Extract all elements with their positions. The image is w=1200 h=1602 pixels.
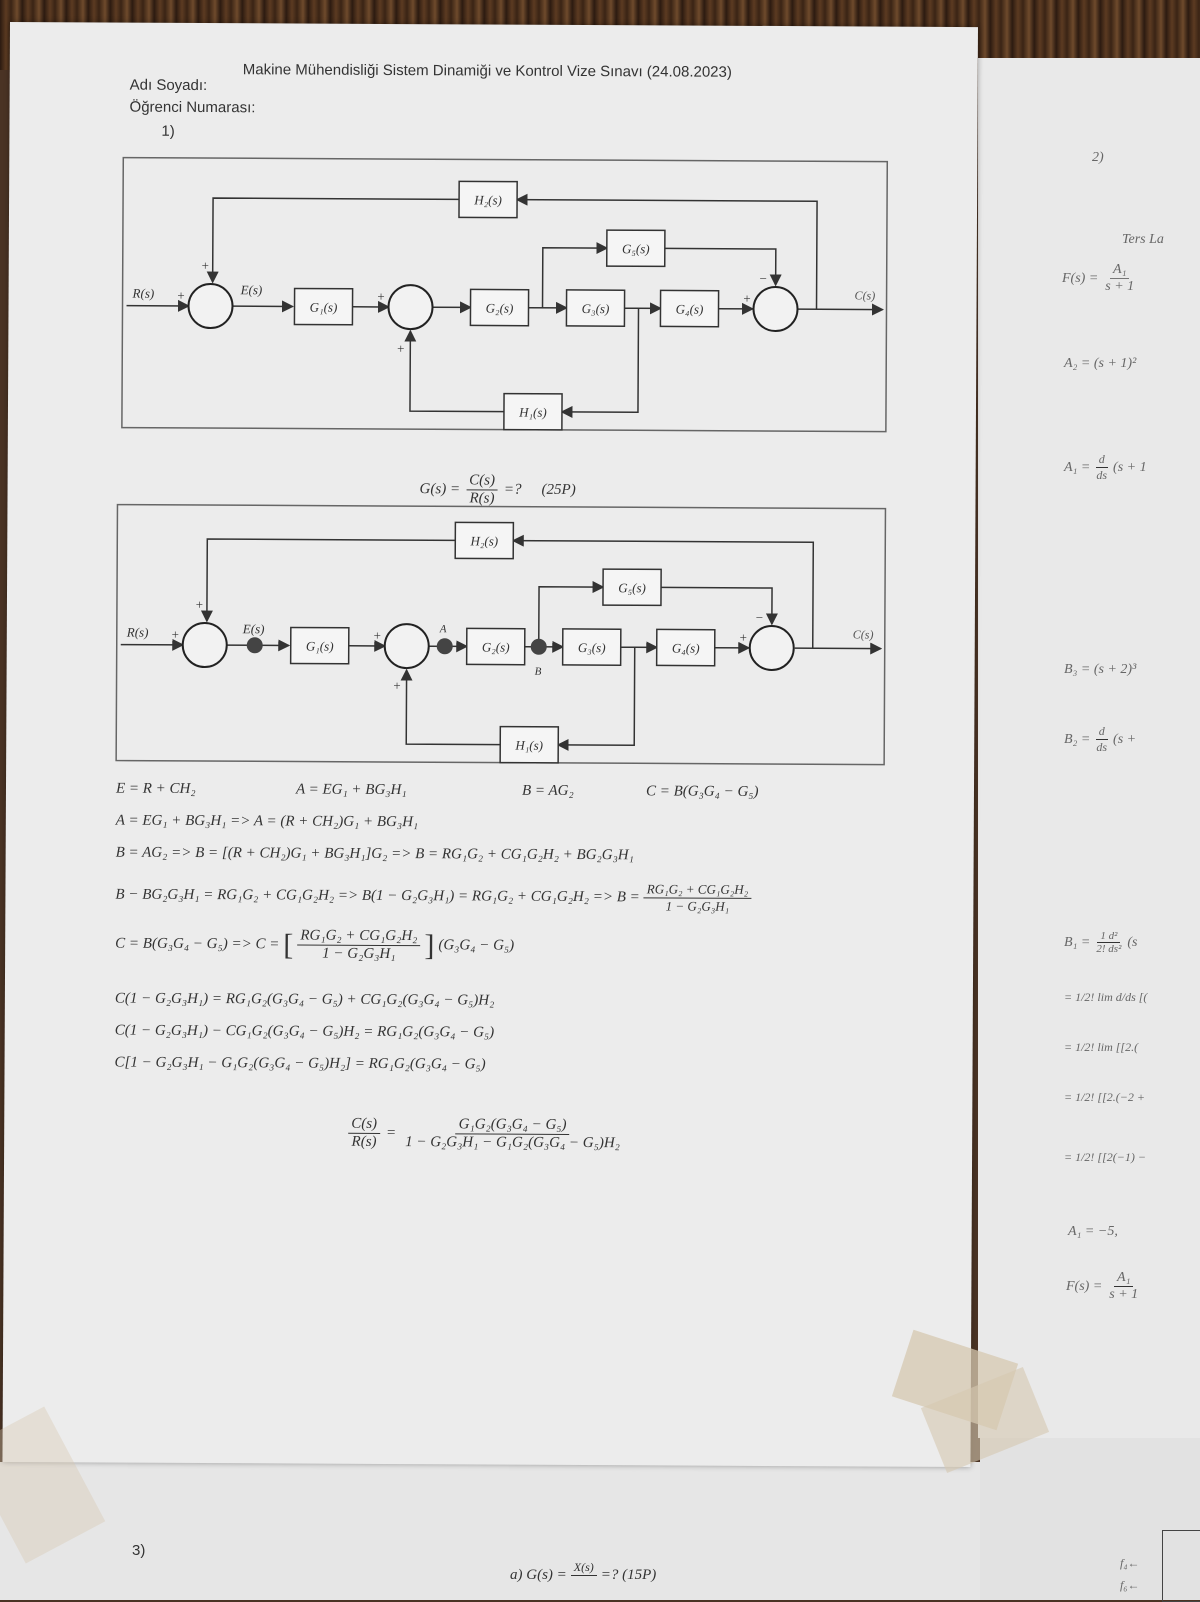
right-line-6-num: d [1096,724,1108,740]
right-line-11: = 1/2! [[2(−1) − [1064,1150,1146,1165]
question-rhs: =? [504,482,522,499]
bottom-question-rhs: =? (15P) [601,1567,657,1584]
d2-error-label: E(s) [242,621,265,636]
right-line-14: f₄← [1120,1556,1140,1571]
d2-node-b [531,639,547,655]
student-number-label: Öğrenci Numarası: [130,99,256,117]
def-b: B = AG₂ [522,783,574,800]
d1-input-label: R(s) [132,286,155,301]
right-line-13-num: A₁ [1114,1270,1133,1287]
d1-g3-label: G₃(s) [582,301,610,316]
solution-line-2: B = AG₂ => B = [(R + CH₂)G₁ + BG₃H₁]G₂ => B = RG₁G₂ + CG₁G₂H₂ + BG₂G₃H₁ [116,845,634,865]
solution-line-5: C(1 − G₂G₃H₁) = RG₁G₂(G₃G₄ − G₅) + CG₁G₂(G₃G₄ − G₅)H₂ [115,991,495,1010]
d2-output-label: C(s) [853,627,874,641]
right-line-5: B₃ = (s + 2)³ [1064,662,1136,678]
right-line-4 [1064,452,1147,483]
d1-plus-sign: + [396,341,405,356]
right-line-4-den: ds [1093,468,1110,483]
right-partial-diagram [1162,1530,1200,1602]
d2-node-b-label: B [535,666,542,678]
question-lhs: G(s) = [420,481,461,498]
final-den: 1 − G₂G₃H₁ − G₁G₂(G₃G₄ − G₅)H₂ [402,1134,623,1152]
d1-plus-sign: + [177,288,186,303]
solution-line-3 [115,879,751,915]
l3-num: RG₁G₂ + CG₁G₂H₂ [644,881,752,899]
right-line-9: = 1/2! lim [[2.( [1064,1040,1138,1055]
d2-node-e [247,637,263,653]
right-line-4-text: A₁ = [1064,460,1090,476]
right-line-2 [1062,262,1137,295]
question-num: C(s) [466,472,498,490]
d2-g3-label: G₃(s) [578,640,606,655]
d1-g4-label: G₄(s) [676,301,704,316]
d1-output-label: C(s) [855,288,876,302]
right-line-6-den: ds [1093,740,1110,755]
right-line-7 [1064,930,1138,955]
right-line-12: A₁ = −5, [1068,1224,1118,1240]
block-diagram-1 [120,156,891,436]
question-den: R(s) [466,490,497,507]
solution-line-3-text: B − BG₂G₃H₁ = RG₁G₂ + CG₁G₂H₂ => B(1 − G₂G₃H₁) = RG₁G₂ + CG₁G₂H₂ => B = [115,887,639,907]
d2-minus-sign: − [755,610,764,625]
d2-input-label: R(s) [126,625,149,640]
solution-line-6: C(1 − G₂G₃H₁) − CG₁G₂(G₃G₄ − G₅)H₂ = RG₁G₂(G₃G₄ − G₅) [115,1023,495,1042]
right-line-2-num: A₁ [1110,262,1129,279]
solution-line-1: A = EG₁ + BG₃H₁ => A = (R + CH₂)G₁ + BG₃H₁ [116,813,418,832]
bottom-question-num: X(s) [571,1560,597,1576]
d2-plus-sign: + [373,628,382,643]
question-line [419,472,575,508]
d1-plus-sign: + [201,258,210,273]
solution-line-7: C[1 − G₂G₃H₁ − G₁G₂(G₃G₄ − G₅)H₂] = RG₁G₂(G₃G₄ − G₅) [115,1055,486,1074]
right-line-2-den: s + 1 [1102,279,1137,295]
d2-node-a [437,638,453,654]
d2-plus-sign: + [392,678,401,693]
right-heading: Ters La [1122,232,1164,248]
right-line-10: = 1/2! [[2.(−2 + [1064,1090,1145,1105]
d2-g1-label: G₁(s) [306,639,334,654]
final-num: G₁G₂(G₃G₄ − G₅) [456,1116,570,1135]
d2-g2-label: G₂(s) [482,639,510,654]
d1-h1-label: H₁(s) [518,405,547,420]
right-line-8: = 1/2! lim d/ds [( [1064,990,1147,1005]
d2-g5-label: G₅(s) [618,580,646,595]
right-line-4-tail: (s + 1 [1113,460,1147,476]
d1-g2-label: G₂(s) [486,300,514,315]
d2-h2-label: H₂(s) [469,533,498,548]
d1-plus-sign: + [377,289,386,304]
d1-minus-sign: − [759,271,768,286]
d1-plus-sign: + [743,291,752,306]
right-line-6-text: B₂ = [1064,732,1090,748]
right-line-13-text: F(s) = [1066,1279,1102,1295]
d2-h1-label: H₁(s) [514,738,543,753]
block-diagram-2 [114,503,889,769]
exam-title: Makine Mühendisliği Sistem Dinamiği ve Kontrol Vize Sınavı (24.08.2023) [243,61,732,81]
final-lhs-num: C(s) [348,1116,380,1134]
right-line-4-num: d [1096,452,1108,468]
exam-sheet [2,22,978,1467]
final-lhs-den: R(s) [349,1134,380,1151]
bottom-paper-sheet [0,1462,1000,1600]
d1-g1-label: G₁(s) [310,300,338,315]
name-label: Adı Soyadı: [130,77,208,94]
l4-num: RG₁G₂ + CG₁G₂H₂ [297,928,420,947]
solution-line-4: C = B(G₃G₄ − G₅) => C = [ $\frac{\text{RG₁G₂ + CG₁G₂H₂}}{\text{1 − G₂G₃H₁}}$ ] (G₃G₄ − G₅) [115,927,514,964]
question-points: (25P) [542,482,576,499]
bottom-question-text: a) G(s) = [510,1567,567,1584]
d2-plus-sign: + [171,627,180,642]
right-line-13 [1066,1270,1141,1303]
d2-g4-label: G₄(s) [672,640,700,655]
d1-error-label: E(s) [240,282,263,297]
solution-line-4-pre: C = B(G₃G₄ − G₅) => C = [115,936,279,954]
d1-g5-label: G₅(s) [622,241,650,256]
right-line-7-den: 2! ds² [1093,943,1124,955]
def-e: E = R + CH₂ [116,781,196,798]
right-line-7-num: 1 d² [1097,930,1120,943]
bottom-question [510,1560,656,1591]
right-line-15: f₆← [1120,1578,1140,1593]
solution-line-4-post: (G₃G₄ − G₅) [438,937,514,954]
d2-plus-sign: + [195,597,204,612]
question-3-label: 3) [132,1542,145,1559]
right-line-7-text: B₁ = [1064,935,1090,951]
right-line-7-tail: (s [1127,935,1137,951]
right-line-6 [1064,724,1136,755]
question-2-label: 2) [1092,150,1104,166]
right-line-2-text: F(s) = [1062,271,1098,287]
right-line-13-den: s + 1 [1106,1287,1141,1303]
d2-node-a-label: A [439,623,447,635]
d1-h2-label: H₂(s) [473,192,502,207]
l3-den: 1 − G₂G₃H₁ [663,898,733,914]
d2-plus-sign: + [739,630,748,645]
def-c: C = B(G₃G₄ − G₅) [646,783,759,801]
l4-den: 1 − G₂G₃H₁ [319,946,398,963]
question-1-label: 1) [161,123,174,140]
def-a: A = EG₁ + BG₃H₁ [296,782,407,800]
right-line-3: A₂ = (s + 1)² [1064,356,1136,372]
right-line-6-tail: (s + [1113,732,1136,748]
final-result: $\frac{C(s)}{R(s)}$ = $\frac{\text{G₁G₂(G₃G₄ − G₅)}}{\text{1 − G₂G₃H₁ − G₁G₂(G₃G₄ − G₅)H₂}}$ [348,1116,623,1152]
